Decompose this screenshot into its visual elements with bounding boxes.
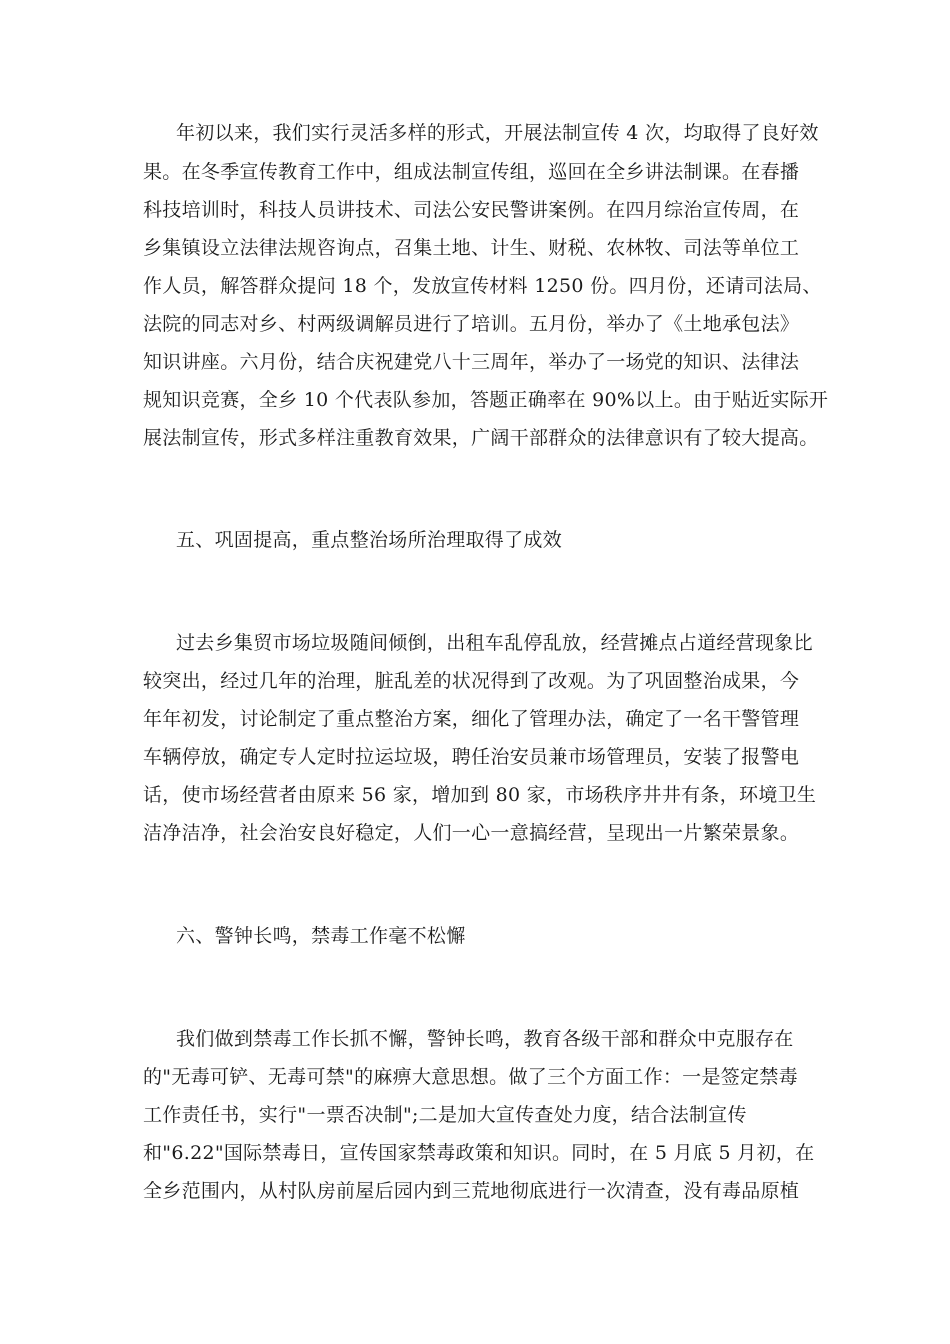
text-line: 话，使市场经营者由原来 56 家，增加到 80 家，市场秩序井井有条，环境卫生	[143, 784, 817, 806]
text-line: 全乡范围内，从村队房前屋后园内到三荒地彻底进行一次清查，没有毒品原植	[143, 1180, 800, 1202]
text-line: 我们做到禁毒工作长抓不懈，警钟长鸣，教育各级干部和群众中克服存在	[176, 1028, 794, 1050]
text-line: 法院的同志对乡、村两级调解员进行了培训。五月份，举办了《土地承包法》	[143, 313, 800, 335]
text-line: 过去乡集贸市场垃圾随间倾倒，出租车乱停乱放，经营摊点占道经营现象比	[176, 632, 813, 654]
text-line: 年初以来，我们实行灵活多样的形式，开展法制宣传 4 次，均取得了良好效	[176, 122, 819, 144]
text-line: 果。在冬季宣传教育工作中，组成法制宣传组，巡回在全乡讲法制课。在春播	[143, 161, 800, 183]
text-line: 科技培训时，科技人员讲技术、司法公安民警讲案例。在四月综治宣传周，在	[143, 199, 800, 221]
section-heading-6: 六、警钟长鸣，禁毒工作毫不松懈	[176, 925, 466, 947]
text-line: 工作责任书，实行"一票否决制";二是加大宣传查处力度，结合法制宣传	[143, 1104, 747, 1126]
text-line: 乡集镇设立法律法规咨询点，召集土地、计生、财税、农林牧、司法等单位工	[143, 237, 800, 259]
text-line: 展法制宣传，形式多样注重教育效果，广阔干部群众的法律意识有了较大提高。	[143, 427, 819, 449]
text-line: 车辆停放，确定专人定时拉运垃圾，聘任治安员兼市场管理员，安装了报警电	[143, 746, 800, 768]
text-line: 规知识竞赛，全乡 10 个代表队参加，答题正确率在 90%以上。由于贴近实际开	[143, 389, 829, 411]
text-line: 的"无毒可铲、无毒可禁"的麻痹大意思想。做了三个方面工作：一是签定禁毒	[143, 1066, 798, 1088]
text-line: 知识讲座。六月份，结合庆祝建党八十三周年，举办了一场党的知识、法律法	[143, 351, 800, 373]
text-line: 和"6.22"国际禁毒日，宣传国家禁毒政策和知识。同时，在 5 月底 5 月初，在	[143, 1142, 815, 1164]
text-line: 较突出，经过几年的治理，脏乱差的状况得到了改观。为了巩固整治成果，今	[143, 670, 800, 692]
text-line: 年年初发，讨论制定了重点整治方案，细化了管理办法，确定了一名干警管理	[143, 708, 800, 730]
text-line: 洁净洁净，社会治安良好稳定，人们一心一意搞经营，呈现出一片繁荣景象。	[143, 822, 800, 844]
section-heading-5: 五、巩固提高，重点整治场所治理取得了成效	[176, 529, 563, 551]
text-line: 作人员，解答群众提问 18 个，发放宣传材料 1250 份。四月份，还请司法局、	[143, 275, 822, 297]
